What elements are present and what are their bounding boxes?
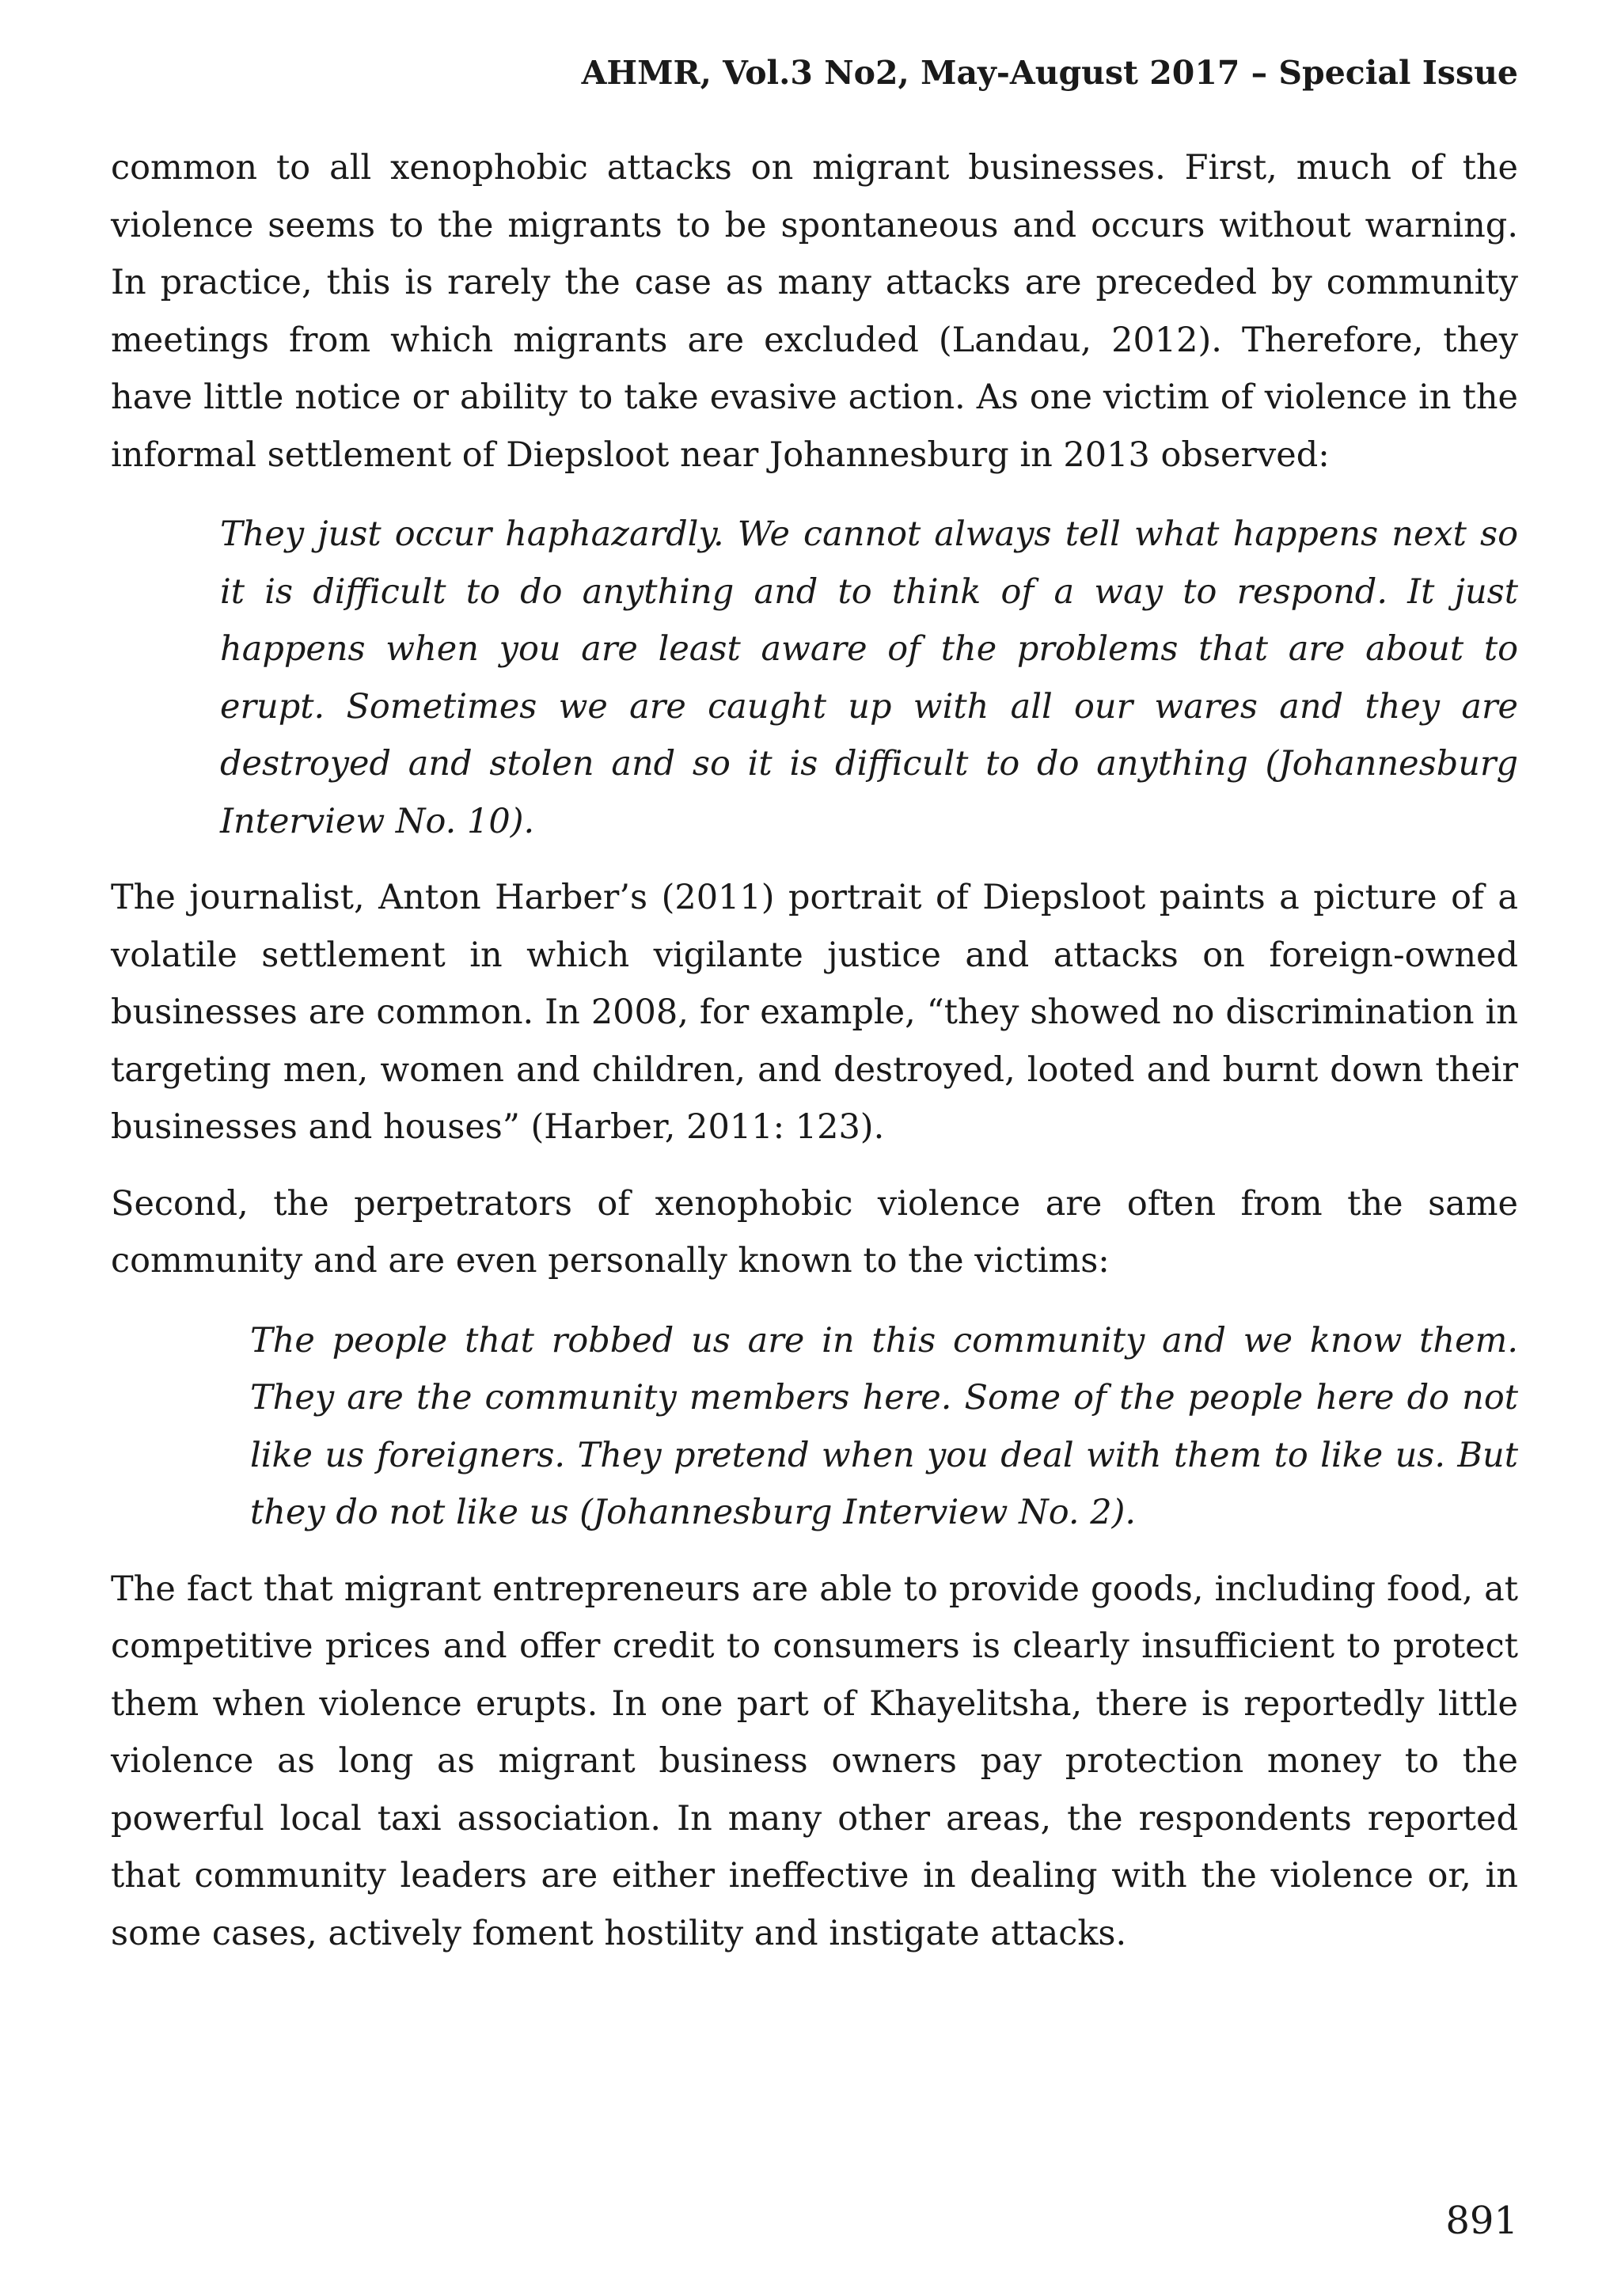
document-page xyxy=(111,0,1518,2296)
paragraph-2: The journalist, Anton Harber’s (2011) portrait of Diepsloot paints a picture of a volatile settlement in which vigilante justice and attacks on foreign-owned businesses are common. In 2008, for example, “they showed no discrimination in targeting men, women and children, and destroyed, looted and burnt down their businesses and houses” (Harber, 2011: 123). xyxy=(111,878,1518,1147)
paragraph-4: The fact that migrant entrepreneurs are able to provide goods, including food, at competitive prices and offer credit to consumers is clearly insufficient to protect them when violence erupts. In one part of Khayelitsha, there is reportedly little violence as long as migrant business owners pay protection money to the powerful local taxi association. In many other areas, the respondents reported that community leaders are either ineffective in dealing with the violence or, in some cases, actively foment hostility and instigate attacks. xyxy=(111,1569,1518,1953)
block-quote-1: They just occur haphazardly. We cannot always tell what happens next so it is difficult to do anything and to think of a way to respond. It just happens when you are least aware of the problems that are about to erupt. Sometimes we are caught up with all our wares and they are destroyed and stolen and so it is difficult to do anything (Johannesburg Interview No. 10). xyxy=(220,514,1518,841)
body-text xyxy=(111,139,1518,1962)
running-header: AHMR, Vol.3 No2, May-August 2017 – Special Issue xyxy=(581,54,1518,92)
page-number: 891 xyxy=(1445,2199,1518,2243)
paragraph-1: common to all xenophobic attacks on migrant businesses. First, much of the violence seems to the migrants to be spontaneous and occurs without warning. In practice, this is rarely the case as many attacks are preceded by community meetings from which migrants are excluded (Landau, 2012). Therefore, they have little notice or ability to take evasive action. As one victim of violence in the informal settlement of Diepsloot near Johannesburg in 2013 observed: xyxy=(111,148,1518,475)
paragraph-3: Second, the perpetrators of xenophobic violence are often from the same community and are even personally known to the victims: xyxy=(111,1183,1518,1281)
block-quote-2: The people that robbed us are in this community and we know them. They are the community members here. Some of the people here do not like us foreigners. They pretend when you deal with them to like us. But they do not like us (Johannesburg Interview No. 2). xyxy=(250,1320,1518,1532)
